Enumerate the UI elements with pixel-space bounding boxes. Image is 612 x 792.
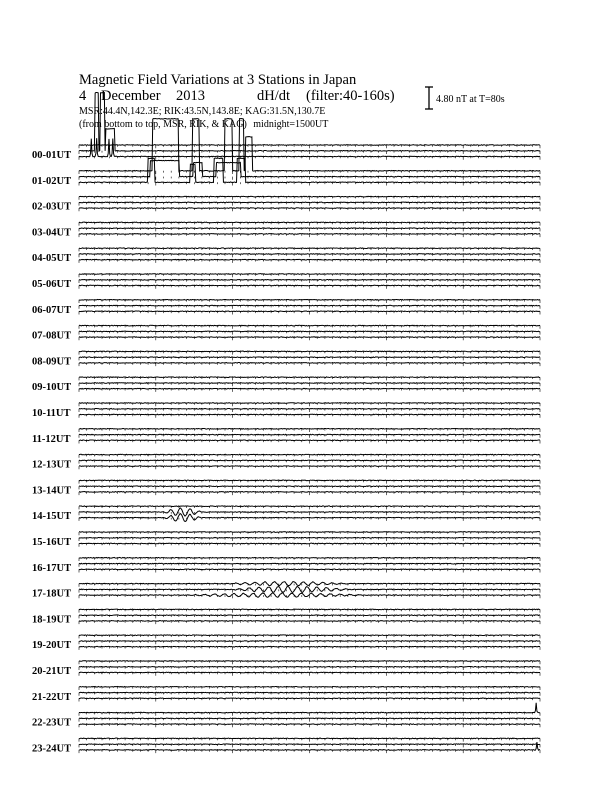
station-trace-kag xyxy=(79,703,540,713)
date-day: 4 xyxy=(79,88,87,104)
minute-ticks xyxy=(79,429,540,432)
station-trace-msr xyxy=(79,492,540,493)
row-label: 21-22UT xyxy=(32,691,72,703)
row-label: 03-04UT xyxy=(32,227,72,239)
row-label: 17-18UT xyxy=(32,588,72,600)
station-trace-msr xyxy=(79,208,540,209)
row-label: 07-08UT xyxy=(32,330,72,342)
station-trace-msr xyxy=(79,724,540,725)
station-trace-msr xyxy=(79,363,540,364)
station-trace-msr xyxy=(79,234,540,235)
station-trace-rik xyxy=(79,434,540,435)
station-trace-kag xyxy=(79,454,540,455)
station-trace-msr xyxy=(79,285,540,286)
stations-line: MSR:44.4N,142.3E; RIK:43.5N,143.8E; KAG:31.5N,130.7E xyxy=(79,106,326,117)
hour-row xyxy=(32,377,540,393)
row-label: 16-17UT xyxy=(32,562,72,574)
station-trace-kag xyxy=(79,480,540,481)
hour-row xyxy=(32,557,540,573)
hour-row xyxy=(32,635,540,651)
hour-row xyxy=(32,506,540,522)
order-note: (from bottom to top, MSR, RIK, & KAG) xyxy=(79,119,247,130)
station-trace-msr xyxy=(79,569,540,570)
station-trace-rik xyxy=(79,357,540,358)
date-year: 2013 xyxy=(176,88,205,104)
midnight-note: midnight=1500UT xyxy=(253,119,329,130)
date-month: December xyxy=(101,88,161,104)
row-label: 05-06UT xyxy=(32,279,72,290)
minute-ticks xyxy=(79,260,540,263)
station-trace-rik xyxy=(79,563,540,564)
hour-row xyxy=(32,582,540,600)
station-trace-kag xyxy=(79,686,540,687)
station-trace-msr xyxy=(79,311,540,312)
station-trace-kag xyxy=(79,661,540,662)
row-label: 15-16UT xyxy=(32,537,72,548)
hour-row xyxy=(32,454,540,470)
station-trace-rik xyxy=(79,383,540,384)
hour-row xyxy=(32,248,540,264)
station-trace-rik xyxy=(79,744,540,745)
hour-row xyxy=(32,703,540,729)
station-trace-kag xyxy=(79,325,540,326)
station-trace-rik xyxy=(79,92,540,151)
row-label: 04-05UT xyxy=(32,253,72,265)
station-trace-msr xyxy=(79,414,540,415)
station-trace-kag xyxy=(79,274,540,275)
station-trace-rik xyxy=(79,254,540,255)
station-trace-rik xyxy=(79,718,540,719)
station-trace-kag xyxy=(79,532,540,533)
row-label: 10-11UT xyxy=(32,408,71,419)
hour-row xyxy=(32,351,540,367)
station-trace-msr xyxy=(79,698,540,699)
station-trace-msr xyxy=(79,466,540,467)
row-label: 19-20UT xyxy=(32,640,72,652)
hour-row xyxy=(32,661,540,677)
row-label: 09-10UT xyxy=(32,382,72,394)
station-trace-kag xyxy=(79,248,540,249)
station-trace-rik xyxy=(79,331,540,332)
station-trace-kag xyxy=(79,196,540,197)
station-trace-msr xyxy=(79,621,540,622)
hour-row xyxy=(32,480,540,496)
hour-row xyxy=(32,274,540,290)
row-label: 11-12UT xyxy=(32,433,71,445)
hour-row xyxy=(32,222,540,238)
station-trace-kag xyxy=(79,738,540,739)
minute-ticks xyxy=(79,440,540,443)
station-trace-rik xyxy=(79,202,540,203)
row-label: 12-13UT xyxy=(32,459,72,471)
station-trace-kag xyxy=(79,299,540,300)
station-trace-kag xyxy=(79,351,540,352)
hour-row xyxy=(32,686,540,702)
station-trace-kag xyxy=(79,377,540,378)
hour-row xyxy=(32,196,540,212)
minute-ticks xyxy=(79,306,540,309)
hour-row xyxy=(32,325,540,341)
row-label: 18-19UT xyxy=(32,614,72,626)
hour-row xyxy=(32,299,540,315)
row-label: 06-07UT xyxy=(32,304,72,316)
station-trace-kag xyxy=(79,635,540,636)
station-trace-kag xyxy=(79,222,540,223)
row-label: 20-21UT xyxy=(32,666,72,677)
hour-row xyxy=(32,428,540,444)
station-trace-rik xyxy=(79,537,540,538)
row-label: 13-14UT xyxy=(32,485,72,497)
station-trace-kag xyxy=(79,609,540,610)
minute-ticks xyxy=(79,415,540,418)
hour-row xyxy=(32,92,540,161)
hour-row xyxy=(32,609,540,625)
hour-row xyxy=(32,403,540,419)
minute-ticks xyxy=(79,337,540,340)
station-trace-msr xyxy=(79,646,540,647)
hour-row xyxy=(32,532,540,548)
row-label: 08-09UT xyxy=(32,356,72,368)
station-trace-rik xyxy=(79,486,540,487)
scale-label: 4.80 nT at T=80s xyxy=(436,94,505,105)
station-trace-msr xyxy=(79,259,540,260)
row-label: 23-24UT xyxy=(32,743,72,755)
station-trace-kag xyxy=(79,145,540,146)
station-trace-rik xyxy=(79,408,540,409)
station-trace-rik xyxy=(79,305,540,306)
row-label: 00-01UT xyxy=(32,150,72,161)
station-trace-kag xyxy=(79,506,540,507)
station-trace-rik xyxy=(79,228,540,229)
row-label: 14-15UT xyxy=(32,511,72,523)
station-trace-msr xyxy=(79,388,540,389)
station-trace-rik xyxy=(79,615,540,616)
minute-ticks xyxy=(79,518,540,521)
station-trace-kag xyxy=(79,428,540,429)
filter-label: (filter:40-160s) xyxy=(306,88,395,104)
station-trace-msr xyxy=(79,337,540,338)
station-trace-msr xyxy=(79,543,540,544)
chart-title: Magnetic Field Variations at 3 Stations in Japan xyxy=(79,72,357,88)
station-trace-kag xyxy=(79,557,540,558)
row-label: 22-23UT xyxy=(32,717,72,729)
station-trace-kag xyxy=(79,403,540,404)
hour-row xyxy=(32,738,540,754)
quantity-label: dH/dt xyxy=(257,88,291,104)
row-label: 01-02UT xyxy=(32,175,72,187)
row-label: 02-03UT xyxy=(32,201,72,213)
